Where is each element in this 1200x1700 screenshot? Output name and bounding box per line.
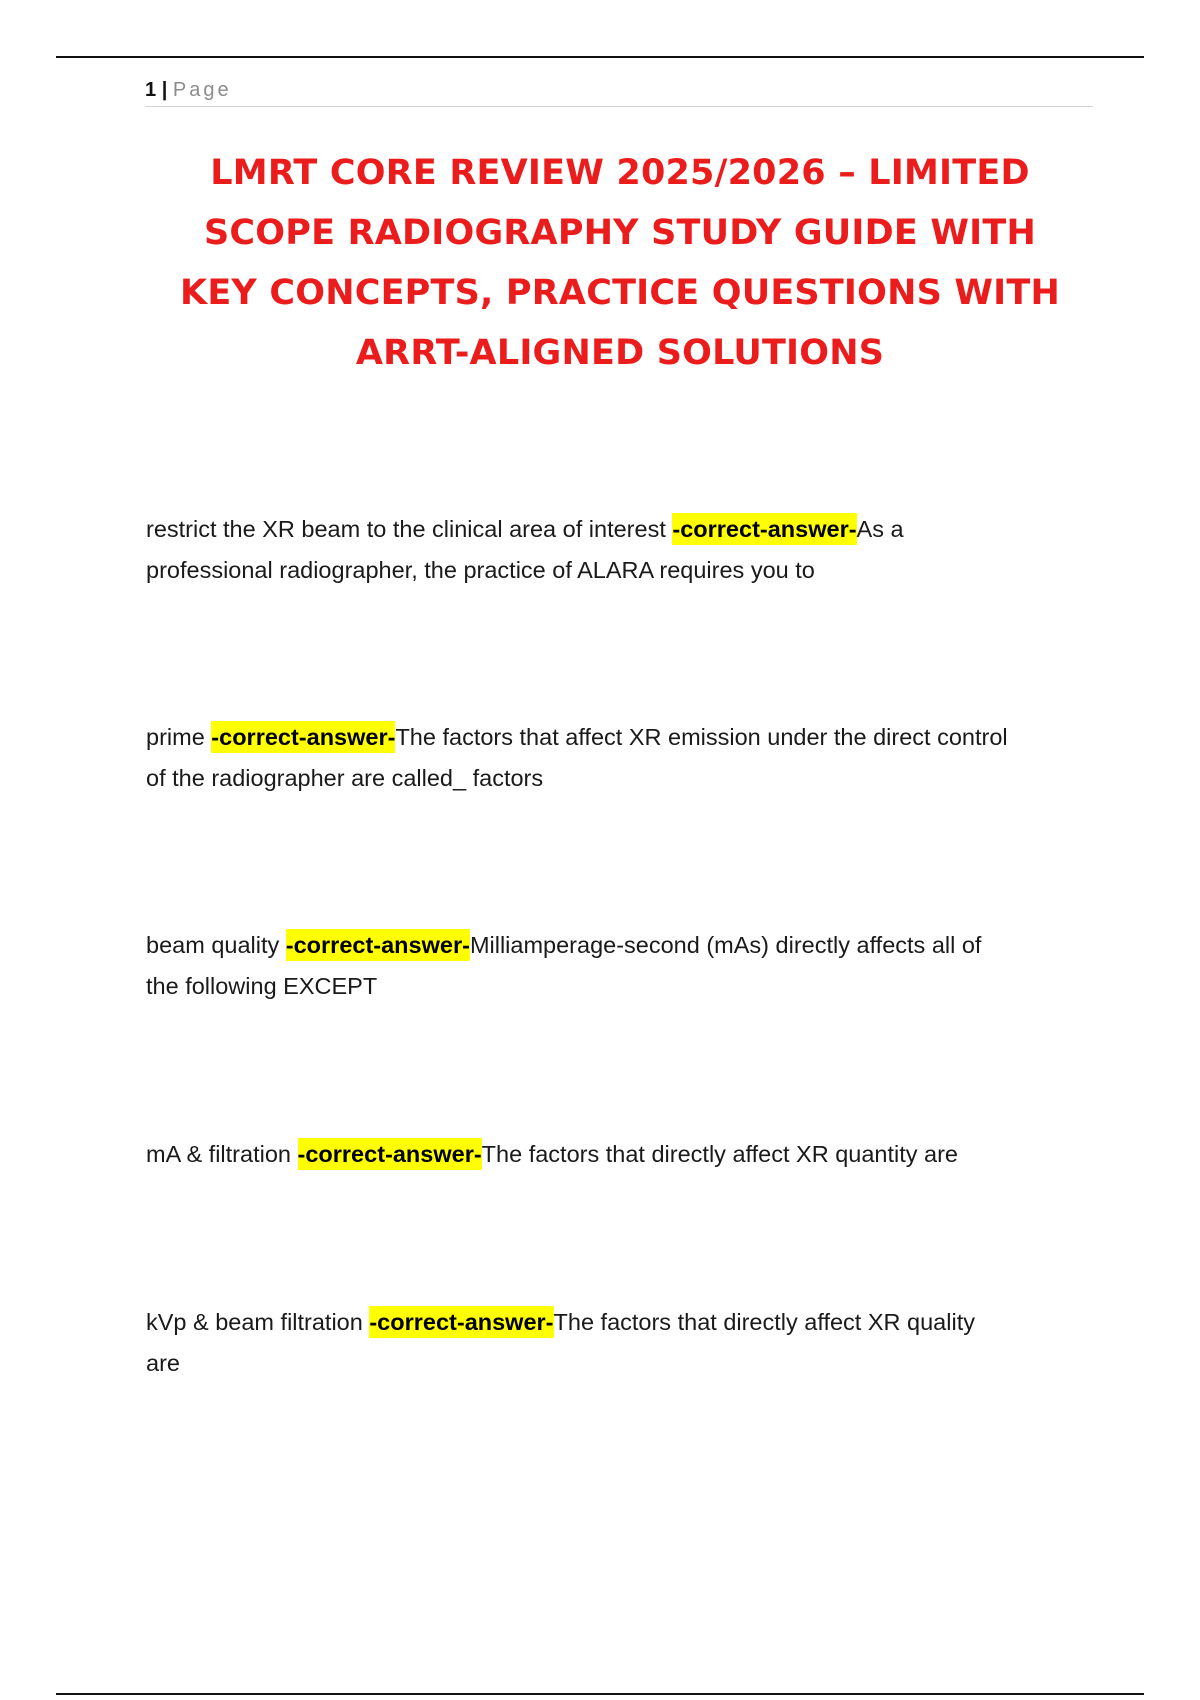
page-number-separator: |	[161, 79, 168, 101]
page-label: Page	[172, 79, 232, 101]
question-text-continued: are	[146, 1350, 180, 1376]
question-text-continued: professional radiographer, the practice of ALARA requires you to	[146, 557, 815, 583]
question-text: The factors that directly affect XR quantity are	[481, 1141, 958, 1167]
page-header	[145, 76, 1093, 107]
top-page-rule	[56, 56, 1144, 58]
bottom-page-rule	[56, 1693, 1144, 1695]
question-text-continued: the following EXCEPT	[146, 973, 378, 999]
qa-line	[146, 1134, 1106, 1175]
qa-entry	[146, 1302, 1106, 1384]
qa-entry	[146, 717, 1106, 799]
page-number: 1	[145, 79, 157, 101]
qa-entry	[146, 925, 1106, 1007]
answer-text: prime	[146, 724, 205, 750]
title-line: LMRT CORE REVIEW 2025/2026 – LIMITED	[210, 153, 1030, 193]
qa-line	[146, 717, 1106, 758]
title-line: ARRT-ALIGNED SOLUTIONS	[355, 333, 885, 373]
title-line: SCOPE RADIOGRAPHY STUDY GUIDE WITH	[204, 213, 1036, 253]
answer-text: beam quality	[146, 932, 280, 958]
correct-answer-marker: -correct-answer-	[286, 929, 470, 961]
title-line: KEY CONCEPTS, PRACTICE QUESTIONS WITH	[180, 273, 1060, 313]
question-text: As a	[856, 516, 904, 542]
correct-answer-marker: -correct-answer-	[298, 1138, 482, 1170]
correct-answer-marker: -correct-answer-	[369, 1306, 553, 1338]
qa-line	[146, 1302, 1106, 1343]
question-text: Milliamperage-second (mAs) directly affects all of	[469, 932, 982, 958]
question-text: The factors that affect XR emission under the direct control	[395, 724, 1008, 750]
qa-entry	[146, 1134, 1106, 1175]
qa-entry	[146, 509, 1106, 591]
document-title	[140, 143, 1100, 383]
answer-text: kVp & beam filtration	[146, 1309, 363, 1335]
question-text: The factors that directly affect XR quality	[553, 1309, 975, 1335]
qa-line	[146, 509, 1106, 550]
answer-text: restrict the XR beam to the clinical area of interest	[146, 516, 666, 542]
question-text-continued: of the radiographer are called_ factors	[146, 765, 544, 791]
correct-answer-marker: -correct-answer-	[211, 721, 395, 753]
correct-answer-marker: -correct-answer-	[672, 513, 856, 545]
answer-text: mA & filtration	[146, 1141, 291, 1167]
qa-line	[146, 925, 1106, 966]
